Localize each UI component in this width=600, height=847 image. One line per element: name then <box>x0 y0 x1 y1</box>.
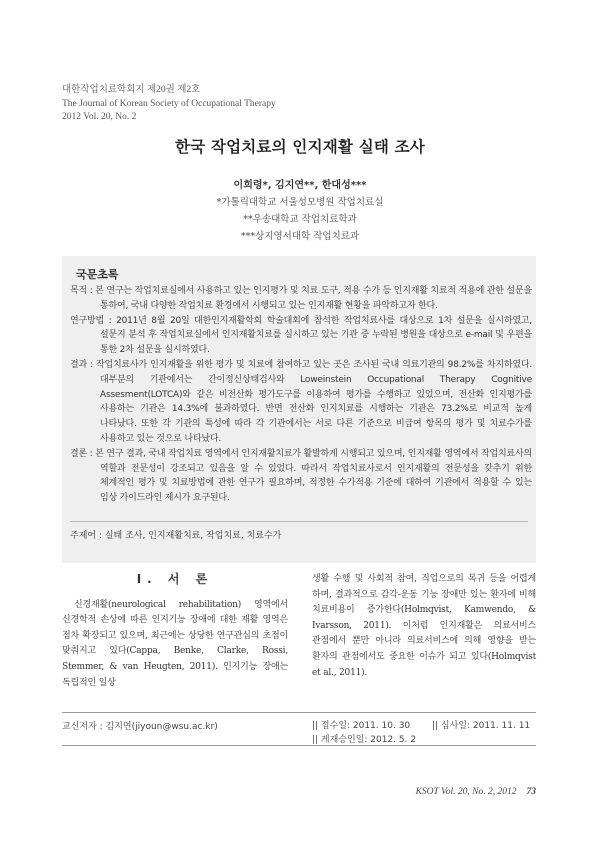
abstract-results: 결과 : 작업치료사가 인지재활을 위한 평가 및 치료에 참여하고 있는 곳은 조사된 국내 의료기관의 98.2%를 차지하였다. 대부분의 기관에서는 간이정신상태검사와 Loweinstein Occupational Therapy Cognitive Assesment(LOTCA)와 같은 비전산화 평가도구를 이용하여 평가를 수행하고 있었으며, 전산화 인지평가를 사용하는 기관은 14.3%에 불과하였다. 반면 전산화 인지치료를 시행하는 기관은 73.2%로 비교적 높게 나타났다. 또한 각 기관의 특성에 따라 각 기관에서는 서로 다른 기준으로 비급여 항목의 평가 및 치료수가를 사용하고 있는 것으로 나타났다. <box>70 359 532 444</box>
received-date: || 접수일: 2011. 10. 30 <box>312 721 411 731</box>
accepted-date: || 게재승인일: 2012. 5. 2 <box>312 735 417 745</box>
intro-paragraph-right: 생활 수행 및 사회적 참여, 직업으로의 복귀 등을 어렵게 하며, 결과적으로 감각-운동 기능 장애만 있는 환자에 비해 치료비용이 증가한다(Holmqvist, Kamwendo, & Ivarsson, 2011). 이처럼 인지재활은 의료서비스 관점에서 뿐만 아니라 의료서비스에 의해 영향을 받는 환자의 관점에서도 중요한 이슈가 되고 있다(Holmqvist et al., 2011). <box>312 574 536 678</box>
journal-english-name: The Journal of Korean Society of Occupational Therapy <box>62 98 276 109</box>
journal-header <box>62 84 276 125</box>
affiliation-1: *가톨릭대학교 서울성모병원 작업치료실 <box>216 197 384 208</box>
abstract-methods: 연구방법 : 2011년 8월 20일 대한인지재활학회 학술대회에 참석한 작업치료사를 대상으로 1차 설문을 실시하였고, 설문지 분석 후 작업치료실에서 인지재활치료를 실시하고 있는 기관 중 누락된 병원을 대상으로 e-mail 및 우편을 통한 2차 설문을 실시하였다. <box>70 315 532 356</box>
review-date-block <box>432 719 530 733</box>
abstract-purpose: 목적 : 본 연구는 작업치료실에서 사용하고 있는 인지평가 및 치료 도구, 적용 수가 등 인지재활 치료적 적용에 관한 설문을 통하여, 국내 다양한 작업치료 환경에서 시행되고 있는 인지재활 현황을 파악하고자 한다. <box>70 286 532 311</box>
intro-paragraph-left: 신경재활(neurological rehabilitation) 영역에서 신경학적 손상에 따른 인지기능 장애에 대한 재활 영역은 점차 확장되고 있으며, 최근에는 상당한 연구관심의 초점이 맞춰지고 있다(Cappa, Benke, Clarke, Rossi, Stemmer, & van Heugten, 2011). 인지기능 장애는 독립적인 일상 <box>62 599 288 688</box>
affiliation-3: ***상지영서대학 작업치료과 <box>240 231 360 242</box>
footer-journal-citation: KSOT Vol. 20, No. 2, 2012 <box>415 787 517 797</box>
abstract-body <box>70 284 532 506</box>
paper-title: 한국 작업치료의 인지재활 실태 조사 <box>175 138 425 156</box>
author-list: 이희령*, 김지연**, 한대성*** <box>233 180 367 191</box>
corresponding-author: 교신저자 : 김지연(jiyoun@wsu.ac.kr) <box>62 722 218 732</box>
body-column-right <box>312 572 536 681</box>
affiliation-2: **우송대학교 작업치료학과 <box>243 214 357 225</box>
abstract-divider <box>70 521 528 522</box>
journal-korean-name: 대한작업치료학회지 제20권 제2호 <box>62 85 201 95</box>
reviewed-date: || 심사일: 2011. 11. 11 <box>432 721 531 731</box>
abstract-box <box>62 256 536 563</box>
submission-dates <box>312 719 416 747</box>
body-column-left <box>62 572 288 691</box>
footer-bottom-rule <box>62 745 536 746</box>
page-footer <box>416 787 536 797</box>
footer-top-rule <box>62 712 536 713</box>
journal-volume: 2012 Vol. 20, No. 2 <box>62 112 137 122</box>
abstract-heading: 국문초록 <box>76 268 119 281</box>
page-number: 73 <box>526 787 536 797</box>
section-heading: I. 서 론 <box>136 572 214 586</box>
abstract-conclusion: 결론 : 본 연구 결과, 국내 작업치료 영역에서 인지재활치료가 활발하게 시행되고 있으며, 인지재활 영역에서 작업치료사의 역할과 전문성이 강조되고 있음을 알 수 있었다. 따라서 작업치료사로서 인지재활의 전문성을 갖추기 위한 체계적인 평가 및 치료방법에 관한 연구가 필요하며, 적정한 수가적용 기준에 대하여 기관에서 적용할 수 있는 임상 가이드라인 제시가 요구된다. <box>70 448 532 504</box>
abstract-keywords: 주제어 : 실태 조사, 인지재활치료, 작업치료, 치료수가 <box>70 531 282 541</box>
